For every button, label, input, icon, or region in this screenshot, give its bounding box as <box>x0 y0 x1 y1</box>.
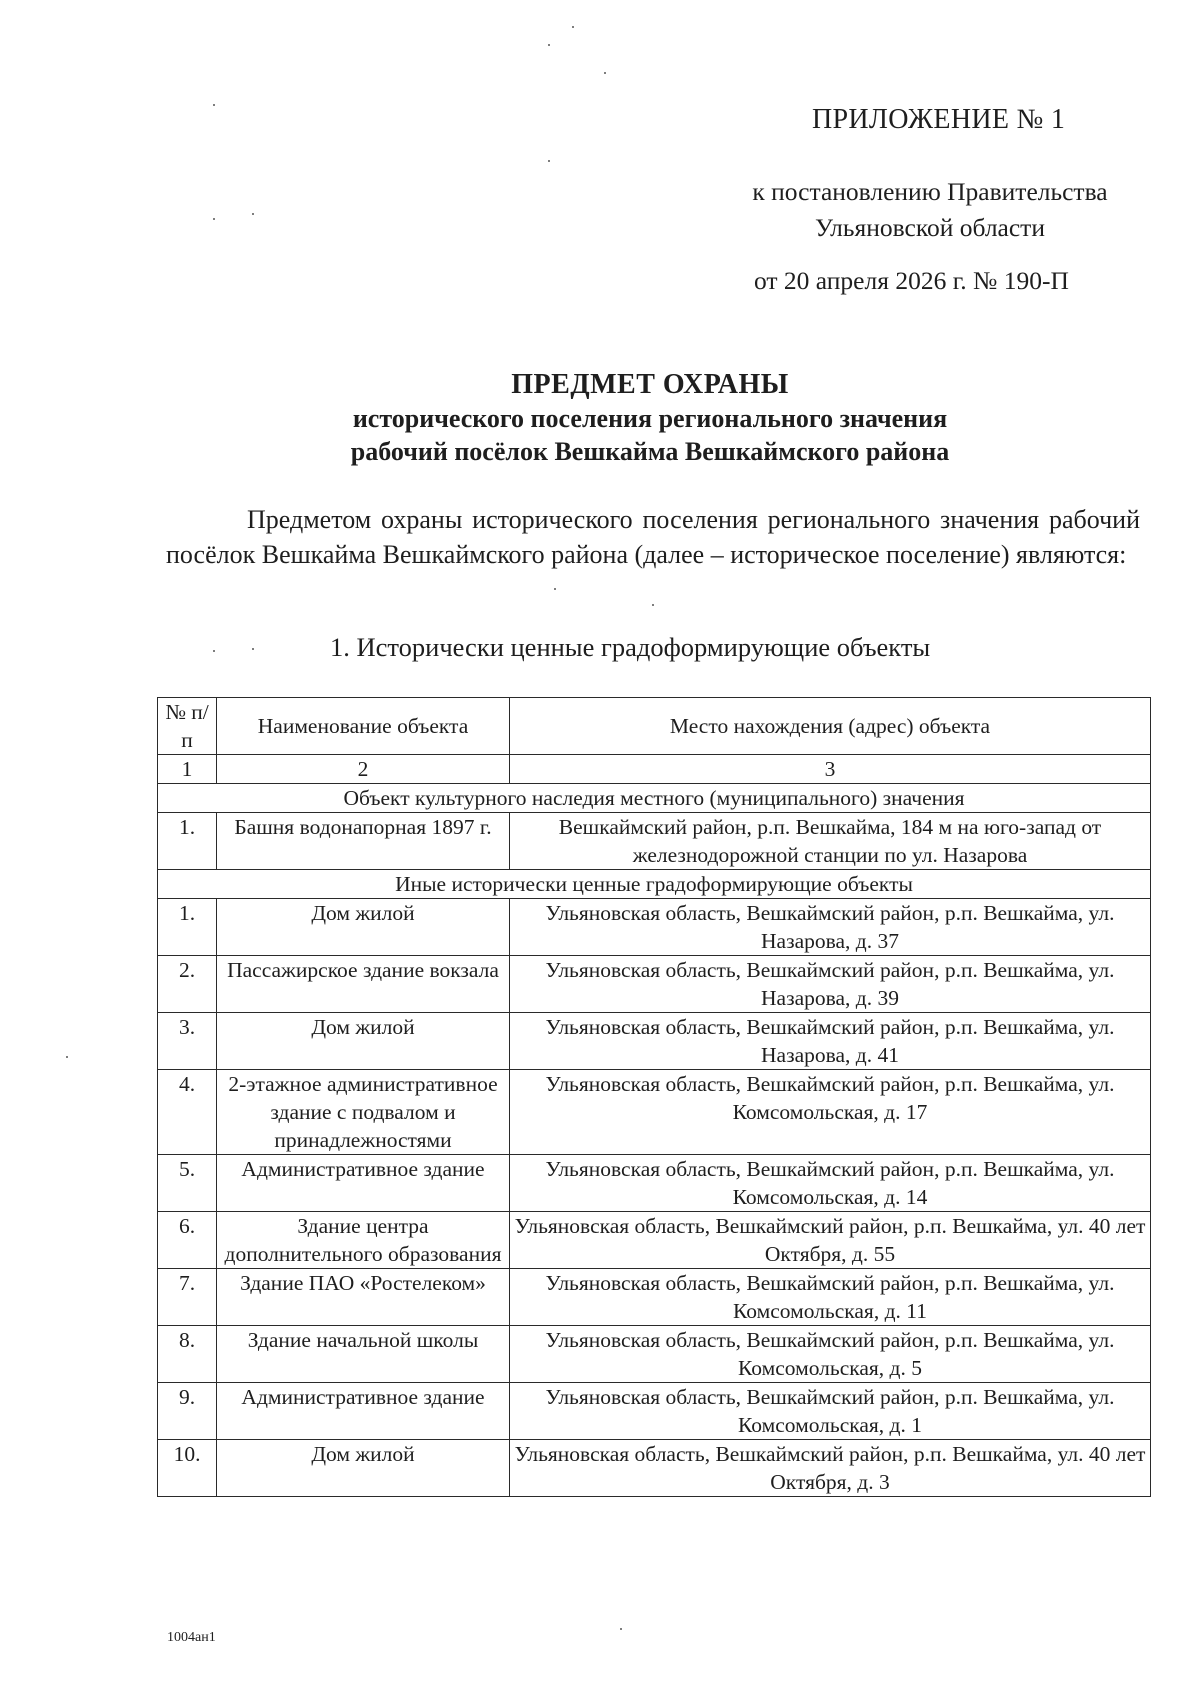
table-row <box>158 1383 1151 1440</box>
footer-code: 1004ан1 <box>167 1630 216 1645</box>
row-number: 2. <box>158 956 217 1013</box>
section-heading: 1. Исторически ценные градоформирующие объекты <box>330 632 931 662</box>
scan-speck <box>252 648 254 650</box>
row-address: Ульяновская область, Вешкаймский район, р.п. Вешкайма, ул. Комсомольская, д. 1 <box>510 1383 1151 1440</box>
row-address: Ульяновская область, Вешкаймский район, р.п. Вешкайма, ул. Комсомольская, д. 5 <box>510 1326 1151 1383</box>
row-name: Здание центра дополнительного образования <box>217 1212 510 1269</box>
scan-speck <box>213 104 215 106</box>
header-name: Наименование объекта <box>217 698 510 755</box>
section-row <box>158 784 1151 813</box>
title-line: рабочий посёлок Вешкайма Вешкаймского района <box>350 437 950 466</box>
objects-table <box>157 697 1151 1497</box>
row-number: 9. <box>158 1383 217 1440</box>
table-row <box>158 1070 1151 1155</box>
table-row <box>158 1212 1151 1269</box>
row-address: Ульяновская область, Вешкаймский район, р.п. Вешкайма, ул. Назарова, д. 37 <box>510 899 1151 956</box>
row-address: Ульяновская область, Вешкаймский район, р.п. Вешкайма, ул. Назарова, д. 39 <box>510 956 1151 1013</box>
header-number: № п/п <box>158 698 217 755</box>
column-number: 1 <box>158 755 217 784</box>
column-number-row <box>158 755 1151 784</box>
row-address: Ульяновская область, Вешкаймский район, р.п. Вешкайма, ул. Комсомольская, д. 11 <box>510 1269 1151 1326</box>
scan-speck <box>548 160 550 162</box>
table-row <box>158 1326 1151 1383</box>
row-address: Ульяновская область, Вешкаймский район, р.п. Вешкайма, ул. 40 лет Октября, д. 55 <box>510 1212 1151 1269</box>
row-name: Дом жилой <box>217 1013 510 1070</box>
table-header-row <box>158 698 1151 755</box>
title-main: ПРЕДМЕТ ОХРАНЫ <box>511 369 789 400</box>
row-number: 1. <box>158 813 217 870</box>
title-line: исторического поселения регионального значения <box>352 404 948 433</box>
table-row <box>158 813 1151 870</box>
table-row <box>158 956 1151 1013</box>
table-row <box>158 1155 1151 1212</box>
section-title: Объект культурного наследия местного (муниципального) значения <box>158 784 1151 813</box>
scan-speck <box>213 218 215 220</box>
row-number: 3. <box>158 1013 217 1070</box>
column-number: 2 <box>217 755 510 784</box>
row-number: 6. <box>158 1212 217 1269</box>
row-name: Здание начальной школы <box>217 1326 510 1383</box>
section-title: Иные исторически ценные градоформирующие объекты <box>158 870 1151 899</box>
scan-speck <box>252 213 254 215</box>
row-address: Ульяновская область, Вешкаймский район, р.п. Вешкайма, ул. 40 лет Октября, д. 3 <box>510 1440 1151 1497</box>
row-number: 1. <box>158 899 217 956</box>
row-name: Здание ПАО «Ростелеком» <box>217 1269 510 1326</box>
decree-line: к постановлению Правительства <box>752 177 1108 206</box>
row-address: Ульяновская область, Вешкаймский район, р.п. Вешкайма, ул. Назарова, д. 41 <box>510 1013 1151 1070</box>
table-row <box>158 899 1151 956</box>
column-number: 3 <box>510 755 1151 784</box>
row-name: Пассажирское здание вокзала <box>217 956 510 1013</box>
row-number: 8. <box>158 1326 217 1383</box>
header-address: Место нахождения (адрес) объекта <box>510 698 1151 755</box>
scan-speck <box>604 72 606 74</box>
row-address: Ульяновская область, Вешкаймский район, р.п. Вешкайма, ул. Комсомольская, д. 17 <box>510 1070 1151 1155</box>
scan-speck <box>66 1056 68 1058</box>
scan-speck <box>572 26 574 28</box>
row-address: Ульяновская область, Вешкаймский район, р.п. Вешкайма, ул. Комсомольская, д. 14 <box>510 1155 1151 1212</box>
row-address: Вешкаймский район, р.п. Вешкайма, 184 м на юго-запад от железнодорожной станции по ул. Назарова <box>510 813 1151 870</box>
row-number: 5. <box>158 1155 217 1212</box>
document-title <box>150 368 1150 468</box>
intro-paragraph: Предметом охраны исторического поселения регионального значения рабочий посёлок Вешкайма Вешкаймского района (далее – историческое поселение) являются: <box>166 505 1140 569</box>
appendix-label: ПРИЛОЖЕНИЕ № 1 <box>812 104 1066 135</box>
decree-date: от 20 апреля 2026 г. № 190-П <box>754 266 1069 295</box>
row-number: 10. <box>158 1440 217 1497</box>
decree-reference <box>730 174 1130 246</box>
scan-speck <box>652 604 654 606</box>
table-row <box>158 1269 1151 1326</box>
table-row <box>158 1440 1151 1497</box>
row-number: 4. <box>158 1070 217 1155</box>
row-number: 7. <box>158 1269 217 1326</box>
row-name: Башня водонапорная 1897 г. <box>217 813 510 870</box>
row-name: 2-этажное административное здание с подвалом и принадлежностями <box>217 1070 510 1155</box>
row-name: Административное здание <box>217 1383 510 1440</box>
decree-line: Ульяновской области <box>815 213 1045 242</box>
row-name: Дом жилой <box>217 1440 510 1497</box>
scan-speck <box>554 588 556 590</box>
scan-speck <box>620 1628 622 1630</box>
scan-speck <box>548 44 550 46</box>
scan-speck <box>213 650 215 652</box>
row-name: Административное здание <box>217 1155 510 1212</box>
table-row <box>158 1013 1151 1070</box>
section-row <box>158 870 1151 899</box>
row-name: Дом жилой <box>217 899 510 956</box>
